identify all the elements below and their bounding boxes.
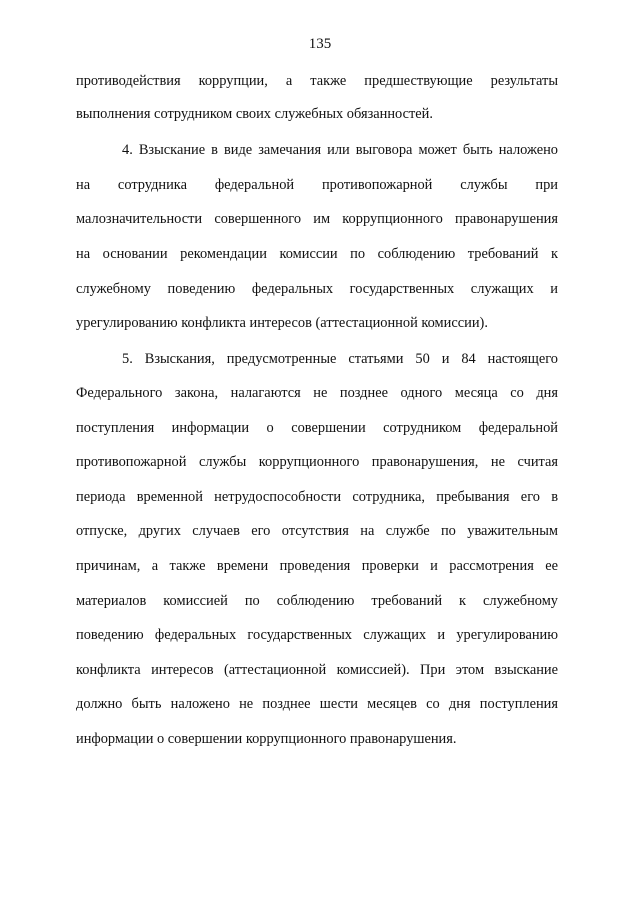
paragraph-4-first-line: 4. Взыскание в виде замечания или выговора может быть наложено: [122, 142, 558, 158]
page-number: 135: [308, 36, 332, 52]
text-line: конфликта интересов (аттестационной комиссией). При этом взыскание: [76, 662, 558, 678]
text-line: на сотрудника федеральной противопожарной службы при: [76, 177, 558, 193]
text-line: причинам, а также времени проведения проверки и рассмотрения ее: [76, 558, 558, 574]
text-line: выполнения сотрудником своих служебных обязанностей.: [76, 106, 433, 122]
text-line: отпуске, других случаев его отсутствия на службе по уважительным: [76, 523, 558, 539]
text-line: служебному поведению федеральных государственных служащих и: [76, 281, 558, 297]
text-line: малозначительности совершенного им коррупционного правонарушения: [76, 211, 558, 227]
text-line: материалов комиссией по соблюдению требований к служебному: [76, 593, 558, 609]
text-line: урегулированию конфликта интересов (аттестационной комиссии).: [76, 315, 488, 331]
text-line: противодействия коррупции, а также предшествующие результаты: [76, 73, 558, 89]
text-line: информации о совершении коррупционного правонарушения.: [76, 731, 457, 747]
text-line: Федерального закона, налагаются не позднее одного месяца со дня: [76, 385, 558, 401]
text-line: на основании рекомендации комиссии по соблюдению требований к: [76, 246, 558, 262]
paragraph-5-first-line: 5. Взыскания, предусмотренные статьями 50 и 84 настоящего: [122, 351, 558, 367]
text-line: поведению федеральных государственных служащих и урегулированию: [76, 627, 558, 643]
text-line: периода временной нетрудоспособности сотрудника, пребывания его в: [76, 489, 558, 505]
text-line: противопожарной службы коррупционного правонарушения, не считая: [76, 454, 558, 470]
text-line: поступления информации о совершении сотрудником федеральной: [76, 420, 558, 436]
text-line: должно быть наложено не позднее шести месяцев со дня поступления: [76, 696, 558, 712]
